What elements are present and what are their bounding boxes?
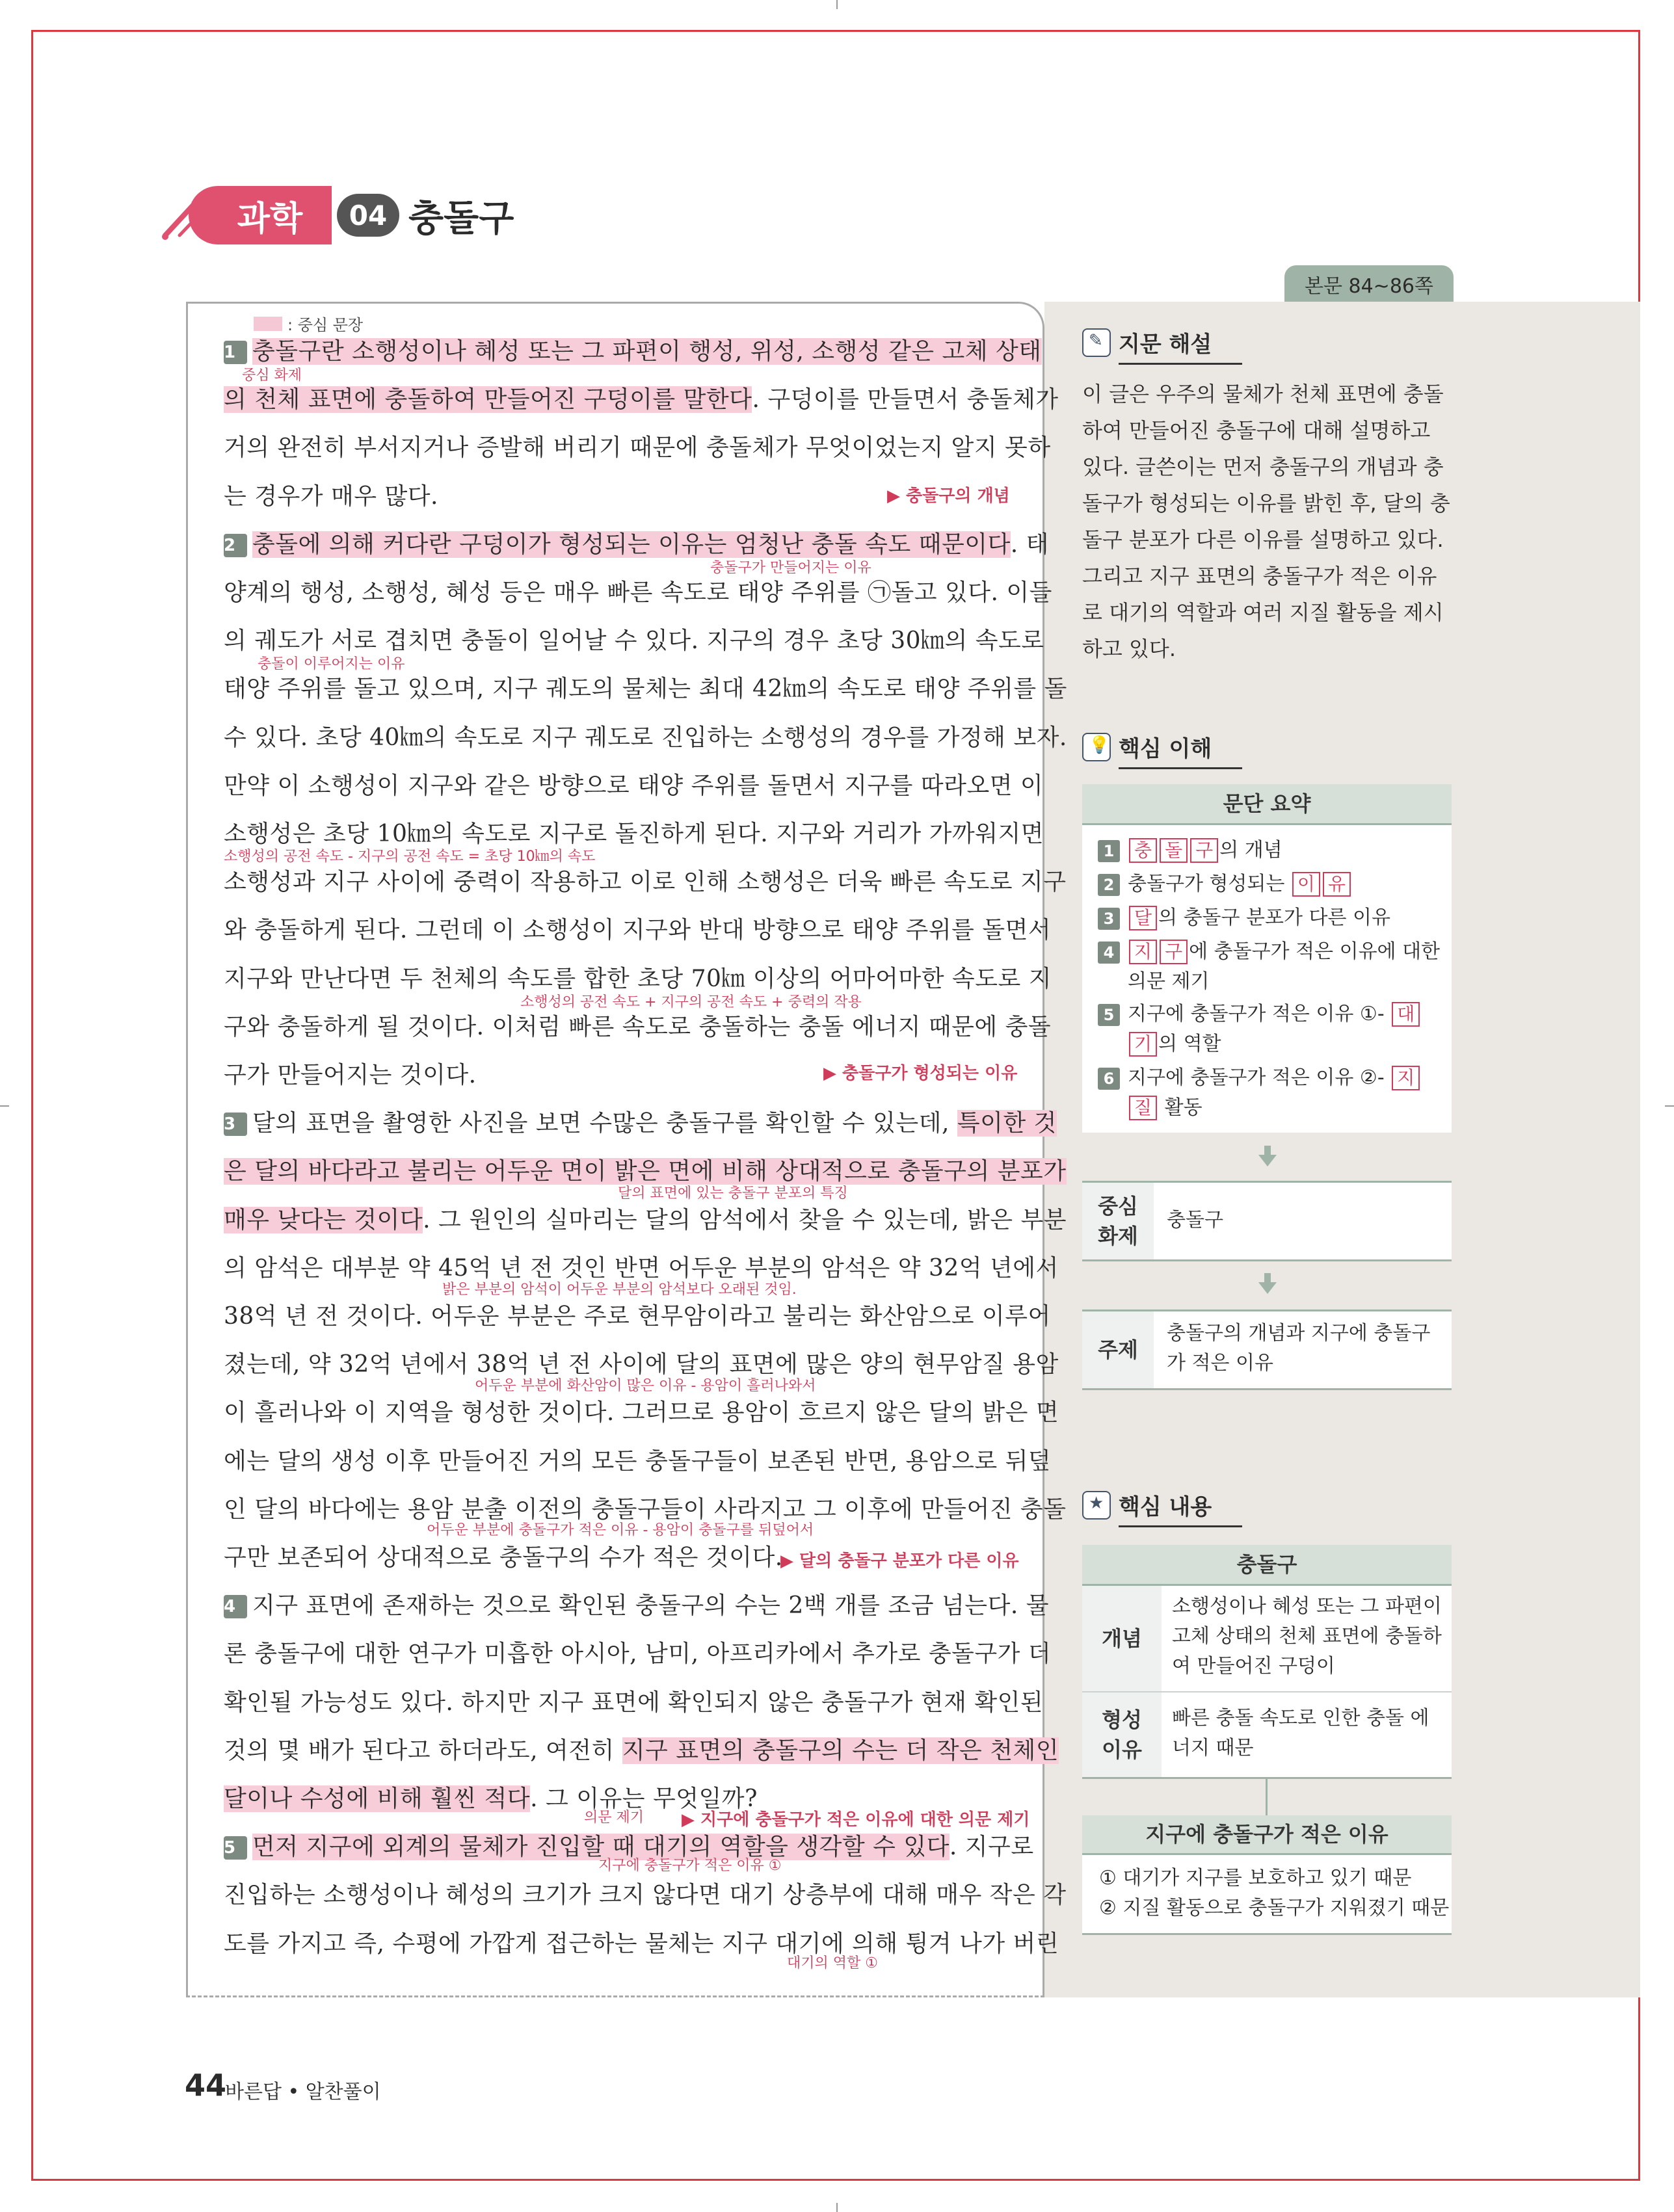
annotation-note: 소행성의 공전 속도 + 지구의 공전 속도 + 중력의 작용 bbox=[520, 994, 862, 1010]
pencil-icon: ✎ bbox=[1082, 328, 1111, 357]
down-arrow-icon bbox=[1258, 1282, 1277, 1294]
passage-line bbox=[224, 526, 1049, 559]
core-understanding-heading bbox=[1082, 731, 1212, 763]
passage-line bbox=[224, 1443, 1052, 1476]
legend-label: : 중심 문장 bbox=[287, 316, 364, 334]
key-sentence: 은 달의 바다라고 불리는 어두운 면이 밝은 면에 비해 상대적으로 충돌구의 분포가 bbox=[224, 1158, 1067, 1185]
passage-text-segment: 인 달의 바다에는 용암 분출 이전의 충돌구들이 사라지고 그 이후에 만들어진 충돌 bbox=[224, 1496, 1067, 1523]
passage-line bbox=[224, 574, 1052, 607]
theme-value: 충돌구의 개념과 지구에 충돌구가 적은 이유 bbox=[1167, 1322, 1431, 1375]
key-sentence: 특이한 것 bbox=[957, 1110, 1057, 1137]
summary-item bbox=[1098, 1061, 1421, 1090]
passage-text-segment: . 그 원인의 실마리는 달의 암석에서 찾을 수 있는데, 밝은 부분 bbox=[423, 1207, 1067, 1233]
formation-row-label: 형성 이유 bbox=[1082, 1692, 1162, 1777]
book-title: 바른답 • 알찬풀이 bbox=[225, 2081, 381, 2103]
passage-text-segment: 도를 가지고 즉, 수평에 가깝게 접근하는 물체는 지구 대기에 의해 튕겨 나가 버린 bbox=[224, 1930, 1059, 1957]
passage-line bbox=[224, 960, 1052, 994]
key-sentence: 달이나 수성에 비해 훨씬 적다 bbox=[224, 1785, 531, 1812]
commentary-heading bbox=[1082, 326, 1212, 358]
passage-text-segment: 는 경우가 매우 많다. bbox=[224, 483, 438, 510]
key-sentence: 지구 표면의 충돌구의 수는 더 작은 천체인 bbox=[622, 1737, 1059, 1764]
paragraph-number: 1 bbox=[224, 341, 247, 364]
passage-line bbox=[224, 622, 1044, 655]
summary-item bbox=[1098, 867, 1352, 897]
answer-blank: 유 bbox=[1323, 872, 1351, 897]
answer-blank: 구 bbox=[1160, 940, 1188, 964]
passage-text-segment: 의 암석은 대부분 약 45억 년 전 것인 반면 어두운 부분의 암석은 약 32억 년에서 bbox=[224, 1255, 1059, 1282]
key-sentence: 먼저 지구에 외계의 물체가 진입할 때 대기의 역할을 생각할 수 있다 bbox=[252, 1834, 950, 1860]
table-divider bbox=[1162, 1691, 1452, 1692]
subject-tag: 과학 bbox=[189, 186, 332, 244]
formation-row-value: 빠른 충돌 속도로 인한 충돌 에너지 때문 bbox=[1172, 1707, 1429, 1759]
summary-text: 지구에 충돌구가 적은 이유 ①- bbox=[1128, 1003, 1391, 1025]
passage-line bbox=[224, 1635, 1052, 1668]
annotation-note: 달의 표면에 있는 충돌구 분포의 특징 bbox=[618, 1185, 848, 1202]
passage-line bbox=[224, 767, 1044, 800]
answer-blank: 충 bbox=[1129, 838, 1157, 863]
unit-title: 충돌구 bbox=[408, 198, 514, 240]
passage-line bbox=[224, 912, 1052, 945]
page-reference: 본문 84~86쪽 bbox=[1284, 265, 1454, 303]
summary-text: 의 충돌구 분포가 다른 이유 bbox=[1158, 906, 1390, 929]
annotation-note: 의문 제기 bbox=[584, 1810, 644, 1826]
down-arrow-icon bbox=[1264, 1273, 1271, 1282]
passage-text-segment: 의 궤도가 서로 겹치면 충돌이 일어날 수 있다. 지구의 경우 초당 30㎞의 속도로 bbox=[224, 627, 1044, 654]
summary-item-continued bbox=[1128, 965, 1209, 994]
answer-blank: 질 bbox=[1129, 1096, 1157, 1120]
paragraph-number: 4 bbox=[224, 1595, 247, 1618]
passage-line bbox=[224, 1587, 1050, 1620]
summary-number: 4 bbox=[1098, 941, 1120, 964]
passage-text-segment: 지구 표면에 존재하는 것으로 확인된 충돌구의 수는 2백 개를 조금 넘는다. 물 bbox=[252, 1592, 1050, 1619]
passage-text-segment: 와 충돌하게 된다. 그런데 이 소행성이 지구와 반대 방향으로 태양 주위를 돌면서 bbox=[224, 917, 1052, 943]
paragraph-summary-tag: ▶ 달의 충돌구 분포가 다른 이유 bbox=[780, 1551, 1019, 1571]
summary-item bbox=[1098, 935, 1440, 964]
answer-blank: 지 bbox=[1129, 940, 1157, 964]
highlight-swatch bbox=[254, 317, 282, 331]
summary-head: 문단 요약 bbox=[1082, 784, 1452, 825]
passage-text-segment: 졌는데, 약 32억 년에서 38억 년 전 사이에 달의 표면에 많은 양의 현무암질 용암 bbox=[224, 1351, 1059, 1378]
summary-item bbox=[1098, 834, 1282, 863]
passage-line bbox=[224, 1394, 1059, 1427]
annotation-note: 대기의 역할 ① bbox=[787, 1955, 878, 1971]
commentary-body: 이 글은 우주의 물체가 천체 표면에 충돌하여 만들어진 충돌구에 대해 설명하고 있다. 글쓴이는 먼저 충돌구의 개념과 충돌구가 형성되는 이유를 밝힌 후, 달의 충돌구 분포가 다른 이유를 설명하고 있다. 그리고 지구 표면의 충돌구가 적은 이유로 대기의 역할과 여러 지질 활동을 제시하고 있다. bbox=[1082, 382, 1450, 661]
summary-number: 3 bbox=[1098, 908, 1120, 930]
passage-line bbox=[224, 1732, 1059, 1765]
concept-table-head: 충돌구 bbox=[1082, 1545, 1452, 1586]
key-sentence: 매우 낮다는 것이다 bbox=[224, 1207, 423, 1233]
connector-line bbox=[1266, 1779, 1268, 1815]
passage-line bbox=[224, 1153, 1067, 1186]
answer-blank: 기 bbox=[1129, 1032, 1157, 1057]
paragraph-number: 5 bbox=[224, 1836, 247, 1860]
passage-text-segment: 론 충돌구에 대한 연구가 미흡한 아시아, 남미, 아프리카에서 추가로 충돌구가 더 bbox=[224, 1640, 1052, 1667]
summary-text: 에 충돌구가 적은 이유에 대한 bbox=[1189, 940, 1441, 963]
star-icon: ★ bbox=[1082, 1491, 1111, 1520]
summary-number: 1 bbox=[1098, 840, 1120, 862]
crop-mark bbox=[1665, 1105, 1674, 1107]
annotation-note: 소행성의 공전 속도 - 지구의 공전 속도 = 초당 10㎞의 속도 bbox=[224, 849, 596, 865]
summary-number: 6 bbox=[1098, 1068, 1120, 1090]
annotation-note: 어두운 부분에 충돌구가 적은 이유 - 용암이 충돌구를 뒤덮어서 bbox=[427, 1522, 814, 1538]
summary-item bbox=[1098, 997, 1421, 1027]
paragraph-number: 3 bbox=[224, 1113, 247, 1136]
passage-text-segment: 만약 이 소행성이 지구와 같은 방향으로 태양 주위를 돌면서 지구를 따라오면 이 bbox=[224, 772, 1044, 799]
annotation-note: 지구에 충돌구가 적은 이유 ① bbox=[598, 1858, 782, 1874]
passage-line bbox=[224, 1008, 1052, 1042]
summary-text: 지구에 충돌구가 적은 이유 ②- bbox=[1128, 1066, 1391, 1089]
crop-mark bbox=[836, 0, 838, 9]
summary-number: 2 bbox=[1098, 874, 1120, 896]
answer-blank: 구 bbox=[1190, 838, 1218, 863]
legend bbox=[254, 312, 363, 335]
passage-text-segment: 양계의 행성, 소행성, 혜성 등은 매우 빠른 속도로 태양 주위를 ㉠돌고 있다. 이들 bbox=[224, 579, 1052, 606]
answer-blank: 대 bbox=[1392, 1002, 1420, 1027]
key-sentence: 의 천체 표면에 충돌하여 만들어진 구덩이를 말한다 bbox=[224, 386, 752, 413]
passage-text-segment: 38억 년 전 것이다. 어두운 부분은 주로 현무암이라고 불리는 화산암으로 이루어 bbox=[224, 1303, 1051, 1330]
paragraph-number: 2 bbox=[224, 534, 247, 557]
passage-line bbox=[224, 429, 1051, 462]
passage-text-segment: . 구덩이를 만들면서 충돌체가 bbox=[752, 386, 1059, 413]
passage-text-segment: . 태 bbox=[1010, 531, 1049, 558]
key-sentence: 충돌에 의해 커다란 구덩이가 형성되는 이유는 엄청난 충돌 속도 때문이다 bbox=[252, 531, 1011, 558]
passage-text-segment: 소행성과 지구 사이에 중력이 작용하고 이로 인해 소행성은 더욱 빠른 속도로 지구 bbox=[224, 869, 1067, 895]
crop-mark bbox=[0, 1105, 9, 1107]
passage-text-segment: 소행성은 초당 10㎞의 속도로 지구로 돌진하게 된다. 지구와 거리가 가까워지면 bbox=[224, 821, 1044, 847]
passage-text-segment: 진입하는 소행성이나 혜성의 크기가 크지 않다면 대기 상층부에 대해 매우 작은 각 bbox=[224, 1882, 1067, 1908]
summary-text: 의 역할 bbox=[1158, 1033, 1221, 1055]
heading-underline bbox=[1119, 767, 1242, 769]
passage-text-segment: . 그 이유는 무엇일까? bbox=[530, 1785, 758, 1812]
passage-text-segment: 수 있다. 초당 40㎞의 속도로 지구 궤도로 진입하는 소행성의 경우를 가정해 보자. bbox=[224, 724, 1067, 751]
answer-blank: 돌 bbox=[1160, 838, 1188, 863]
answer-blank: 이 bbox=[1292, 872, 1320, 897]
topic-value: 충돌구 bbox=[1167, 1209, 1223, 1231]
core-content-title: 핵심 내용 bbox=[1119, 1494, 1212, 1520]
topic-label: 중심 화제 bbox=[1082, 1183, 1154, 1259]
annotation-note: 어두운 부분에 화산암이 많은 이유 - 용암이 흘러나와서 bbox=[475, 1378, 816, 1394]
crop-mark bbox=[836, 2203, 838, 2212]
passage-text-segment: 지구와 만난다면 두 천체의 속도를 합한 초당 70㎞ 이상의 어마어마한 속도로 지 bbox=[224, 966, 1052, 992]
passage-line bbox=[224, 1298, 1051, 1331]
page-number: 44 bbox=[185, 2068, 227, 2103]
commentary-title: 지문 해설 bbox=[1119, 332, 1212, 358]
answer-blank: 달 bbox=[1129, 906, 1157, 930]
passage-text-segment: 것의 몇 배가 된다고 하더라도, 여전히 bbox=[224, 1737, 622, 1764]
passage-line bbox=[224, 815, 1044, 849]
passage-text-segment: 거의 완전히 부서지거나 증발해 버리기 때문에 충돌체가 무엇이었는지 알지 못하 bbox=[224, 434, 1051, 461]
down-arrow-icon bbox=[1264, 1146, 1271, 1155]
core-content-heading bbox=[1082, 1489, 1212, 1521]
passage-line bbox=[224, 1105, 1057, 1138]
passage-text-segment: 달의 표면을 촬영한 사진을 보면 수많은 충돌구를 확인할 수 있는데, bbox=[252, 1110, 957, 1137]
summary-item-continued bbox=[1128, 1091, 1202, 1120]
reason-head: 지구에 충돌구가 적은 이유 bbox=[1082, 1815, 1452, 1855]
annotation-note: 중심 화제 bbox=[242, 367, 302, 384]
passage-line bbox=[224, 1876, 1067, 1910]
passage-line bbox=[224, 1925, 1059, 1958]
passage-text-segment: 에는 달의 생성 이후 만들어진 거의 모든 충돌구들이 보존된 반면, 용암으로 뒤덮 bbox=[224, 1448, 1052, 1475]
passage-text-segment: 구와 충돌하게 될 것이다. 이처럼 빠른 속도로 충돌하는 충돌 에너지 때문에 충돌 bbox=[224, 1014, 1052, 1040]
passage-text-segment: 구만 보존되어 상대적으로 충돌구의 수가 적은 것이다. bbox=[224, 1544, 783, 1571]
summary-item-continued bbox=[1128, 1027, 1221, 1057]
passage-text-segment: 태양 주위를 돌고 있으며, 지구 궤도의 물체는 최대 42㎞의 속도로 태양 주위를 돌 bbox=[224, 676, 1067, 702]
heading-underline bbox=[1119, 363, 1242, 365]
heading-underline bbox=[1119, 1525, 1242, 1527]
passage-line bbox=[224, 1202, 1067, 1235]
unit-number: 04 bbox=[337, 194, 399, 237]
paragraph-summary-tag: ▶ 충돌구의 개념 bbox=[887, 486, 1010, 506]
reason-item: ② 지질 활동으로 충돌구가 지워졌기 때문 bbox=[1099, 1897, 1450, 1919]
summary-number: 5 bbox=[1098, 1004, 1120, 1026]
passage-text-segment: 구가 만들어지는 것이다. bbox=[224, 1062, 477, 1088]
passage-line bbox=[224, 381, 1059, 414]
reason-item: ① 대기가 지구를 보호하고 있기 때문 bbox=[1099, 1867, 1412, 1889]
passage-line bbox=[224, 1684, 1044, 1717]
annotation-note: 충돌이 이루어지는 이유 bbox=[258, 656, 405, 672]
paragraph-summary-tag: ▶ 지구에 충돌구가 적은 이유에 대한 의문 제기 bbox=[682, 1810, 1030, 1830]
passage-text-segment: 확인될 가능성도 있다. 하지만 지구 표면에 확인되지 않은 충돌구가 현재 확인된 bbox=[224, 1689, 1044, 1716]
summary-item bbox=[1098, 901, 1390, 930]
paragraph-summary-tag: ▶ 충돌구가 형성되는 이유 bbox=[823, 1064, 1018, 1083]
summary-text: 의문 제기 bbox=[1128, 970, 1210, 993]
concept-row-label: 개념 bbox=[1082, 1586, 1162, 1691]
summary-text: 활동 bbox=[1158, 1096, 1202, 1119]
summary-text: 의 개념 bbox=[1219, 839, 1282, 862]
passage-text-segment: 이 흘러나와 이 지역을 형성한 것이다. 그러므로 용암이 흐르지 않은 달의 밝은 면 bbox=[224, 1399, 1059, 1426]
passage-line bbox=[224, 670, 1067, 704]
passage-text-segment: . 지구로 bbox=[949, 1834, 1034, 1860]
concept-row-value: 소행성이나 혜성 또는 그 파편이 고체 상태의 천체 표면에 충돌하여 만들어진 구덩이 bbox=[1172, 1595, 1442, 1678]
passage-line bbox=[224, 863, 1067, 897]
annotation-note: 밝은 부분의 암석이 어두운 부분의 암석보다 오래된 것임. bbox=[442, 1282, 797, 1298]
passage-line bbox=[224, 333, 1042, 366]
key-sentence: 충돌구란 소행성이나 혜성 또는 그 파편이 행성, 위성, 소행성 같은 고체 상태 bbox=[252, 338, 1042, 365]
lightbulb-icon: 💡 bbox=[1082, 733, 1111, 761]
answer-blank: 지 bbox=[1392, 1066, 1420, 1090]
down-arrow-icon bbox=[1258, 1155, 1277, 1166]
theme-label: 주제 bbox=[1082, 1311, 1154, 1388]
summary-text: 충돌구가 형성되는 bbox=[1128, 873, 1291, 895]
annotation-note: 충돌구가 만들어지는 이유 bbox=[710, 560, 871, 576]
passage-line bbox=[224, 719, 1067, 752]
core-understanding-title: 핵심 이해 bbox=[1119, 736, 1212, 762]
